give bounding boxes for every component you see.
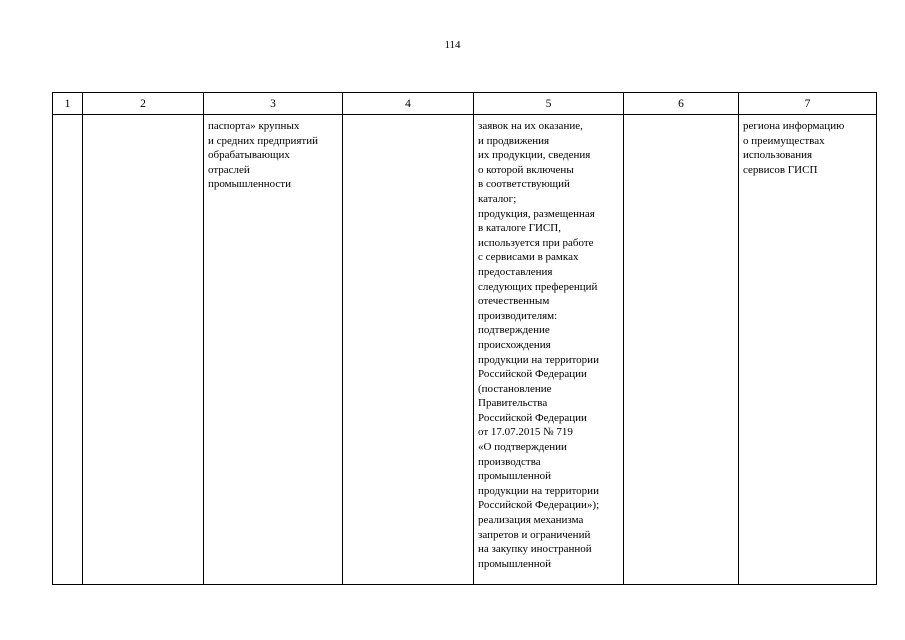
cell-text-line: использования (743, 149, 813, 162)
header-cell-col-4: 4 (343, 93, 474, 115)
cell-text-line: с сервисами в рамках (478, 251, 579, 264)
cell-text-line: паспорта» крупных (208, 120, 300, 132)
cell-text-line: обрабатывающих (208, 149, 290, 162)
cell-text-line: о которой включены (478, 163, 574, 176)
cell-text-line: продукции на территории (478, 353, 599, 366)
cell-text-line: и продвижения (478, 134, 550, 147)
cell-text-line: о преимуществах (743, 134, 825, 147)
cell-text-line: региона информацию (743, 120, 845, 132)
cell-text-line: отечественным (478, 295, 550, 308)
header-cell-col-6: 6 (624, 93, 739, 115)
cell-text-line: отраслей (208, 163, 250, 176)
cell-text-line: Российской Федерации (478, 368, 587, 381)
table-cell-col-1 (53, 115, 83, 585)
page-number: 114 (444, 39, 461, 51)
table-cell-col-3 (204, 115, 343, 585)
cell-text-line: реализация механизма (478, 514, 584, 527)
table-cell-col-4 (343, 115, 474, 585)
cell-text-line: промышленной (478, 470, 552, 483)
table-cell-col-7 (739, 115, 877, 585)
cell-text-line: (постановление (478, 382, 552, 395)
table-cell-col-6 (624, 115, 739, 585)
cell-text-line: предоставления (478, 265, 553, 278)
table-cell-col-5 (474, 115, 624, 585)
header-cell-col-3: 3 (204, 93, 343, 115)
cell-text-line: Российской Федерации»); (478, 499, 600, 512)
cell-text-line: производителям: (478, 309, 558, 322)
cell-text-line: происхождения (478, 338, 551, 351)
cell-text-line: заявок на их оказание, (478, 120, 583, 132)
cell-text-line: производства (478, 455, 541, 468)
cell-text-line: следующих преференций (478, 280, 598, 293)
header-row (53, 93, 877, 115)
cell-text-line: от 17.07.2015 № 719 (478, 426, 573, 439)
cell-text-line: промышленности (208, 178, 291, 191)
cell-text-line: в каталоге ГИСП, (478, 222, 561, 235)
cell-text-line: продукция, размещенная (478, 207, 595, 220)
table-row (53, 115, 877, 585)
cell-text-line: Правительства (478, 397, 548, 410)
cell-text-line: запретов и ограничений (478, 528, 591, 541)
cell-text-line: в соответствующий (478, 178, 570, 191)
cell-text-line: Российской Федерации (478, 411, 587, 424)
document-table (52, 92, 877, 585)
header-cell-col-5: 5 (474, 93, 624, 115)
cell-text-line: и средних предприятий (208, 134, 319, 147)
cell-text-line: используется при работе (478, 236, 594, 249)
header-cell-col-1: 1 (53, 93, 83, 115)
header-cell-col-2: 2 (83, 93, 204, 115)
cell-text-line: сервисов ГИСП (743, 163, 818, 176)
cell-text-line: их продукции, сведения (478, 149, 591, 162)
cell-text-line: промышленной (478, 557, 552, 570)
table-cell-col-2 (83, 115, 204, 585)
cell-text-line: подтверждение (478, 324, 550, 337)
cell-text-line: каталог; (478, 192, 517, 205)
header-cell-col-7: 7 (739, 93, 877, 115)
cell-text-line: на закупку иностранной (478, 543, 592, 556)
cell-text-line: продукции на территории (478, 484, 599, 497)
cell-text-line: «О подтверждении (478, 441, 567, 454)
